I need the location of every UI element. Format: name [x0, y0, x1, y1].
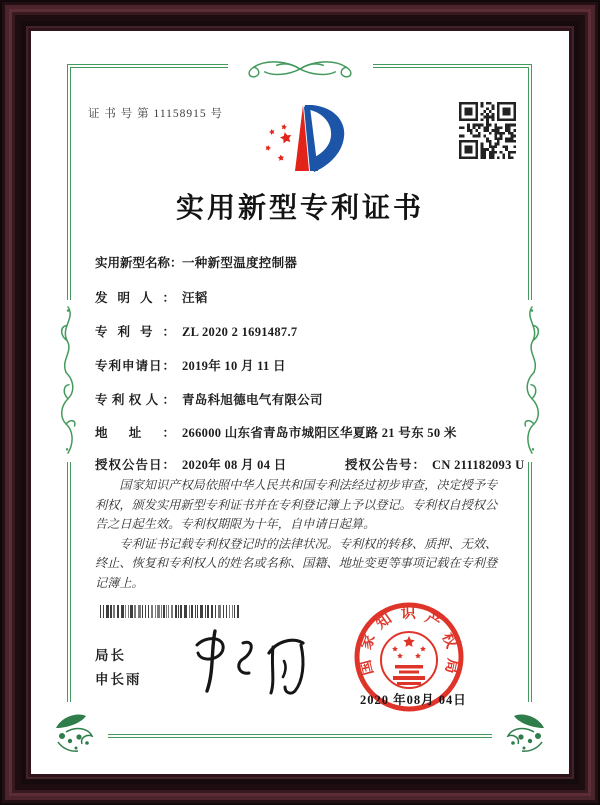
handwritten-signature — [181, 625, 316, 700]
field-value: CN 211182093 U — [432, 458, 525, 472]
field-value: 汪韬 — [182, 291, 208, 305]
field-row-address — [95, 423, 507, 441]
seal-date: 2020 年08月 04日 — [360, 693, 467, 707]
qr-code — [459, 102, 516, 159]
officer-block — [95, 644, 142, 692]
field-label: 专利权人： — [95, 393, 175, 407]
cnipa-logo-icon — [258, 97, 348, 175]
field-label: 地址： — [95, 426, 175, 440]
right-flourish-ornament-icon — [514, 305, 550, 455]
legal-text — [95, 476, 507, 594]
field-value: 266000 山东省青岛市城阳区华夏路 21 号东 50 米 — [182, 426, 457, 440]
officer-name: 申长雨 — [95, 672, 142, 687]
field-row-grant — [95, 455, 525, 473]
field-grant-number — [345, 455, 524, 473]
field-label: 发明人： — [95, 291, 175, 305]
field-row-patent-no — [95, 322, 507, 340]
field-row-filing-date — [95, 356, 507, 374]
national-emblem-icon — [381, 632, 437, 688]
field-label: 授权公告号： — [345, 458, 425, 472]
field-label: 专利申请日： — [95, 359, 175, 373]
barcode — [100, 605, 242, 618]
field-value: 2019年 10 月 11 日 — [182, 359, 286, 373]
field-row-inventor — [95, 288, 507, 306]
certificate-number: 证 书 号 第 11158915 号 — [88, 108, 224, 120]
bottom-left-floral-ornament-icon — [52, 710, 98, 754]
field-value: 2020年 08 月 04 日 — [182, 458, 287, 472]
field-row-name — [95, 253, 507, 271]
bottom-right-floral-ornament-icon — [502, 710, 548, 754]
field-value: ZL 2020 2 1691487.7 — [182, 325, 298, 339]
seal-text: 国家知识产权局 — [357, 605, 461, 677]
top-flourish-ornament-icon — [235, 56, 365, 84]
field-value: 青岛科旭德电气有限公司 — [182, 393, 323, 407]
field-label: 实用新型名称： — [95, 256, 183, 270]
legal-paragraph-1: 国家知识产权局依照中华人民共和国专利法经过初步审查，决定授予专利权，颁发实用新型专利证书并在专利登记簿上予以登记。专利权自授权公告之日起生效。专利权期限为十年，自申请日起算。 — [95, 478, 498, 532]
legal-paragraph-2: 专利证书记载专利权登记时的法律状况。专利权的转移、质押、无效、终止、恢复和专利权人的姓名或名称、国籍、地址变更等事项记载在专利登记簿上。 — [95, 536, 498, 590]
certificate-title: 实用新型专利证书 — [175, 193, 424, 224]
field-row-patentee — [95, 390, 507, 408]
officer-title: 局长 — [95, 648, 126, 663]
left-flourish-ornament-icon — [50, 305, 86, 455]
field-label: 专利号： — [95, 325, 175, 339]
field-label: 授权公告日： — [95, 458, 175, 472]
field-value: 一种新型温度控制器 — [182, 256, 298, 270]
